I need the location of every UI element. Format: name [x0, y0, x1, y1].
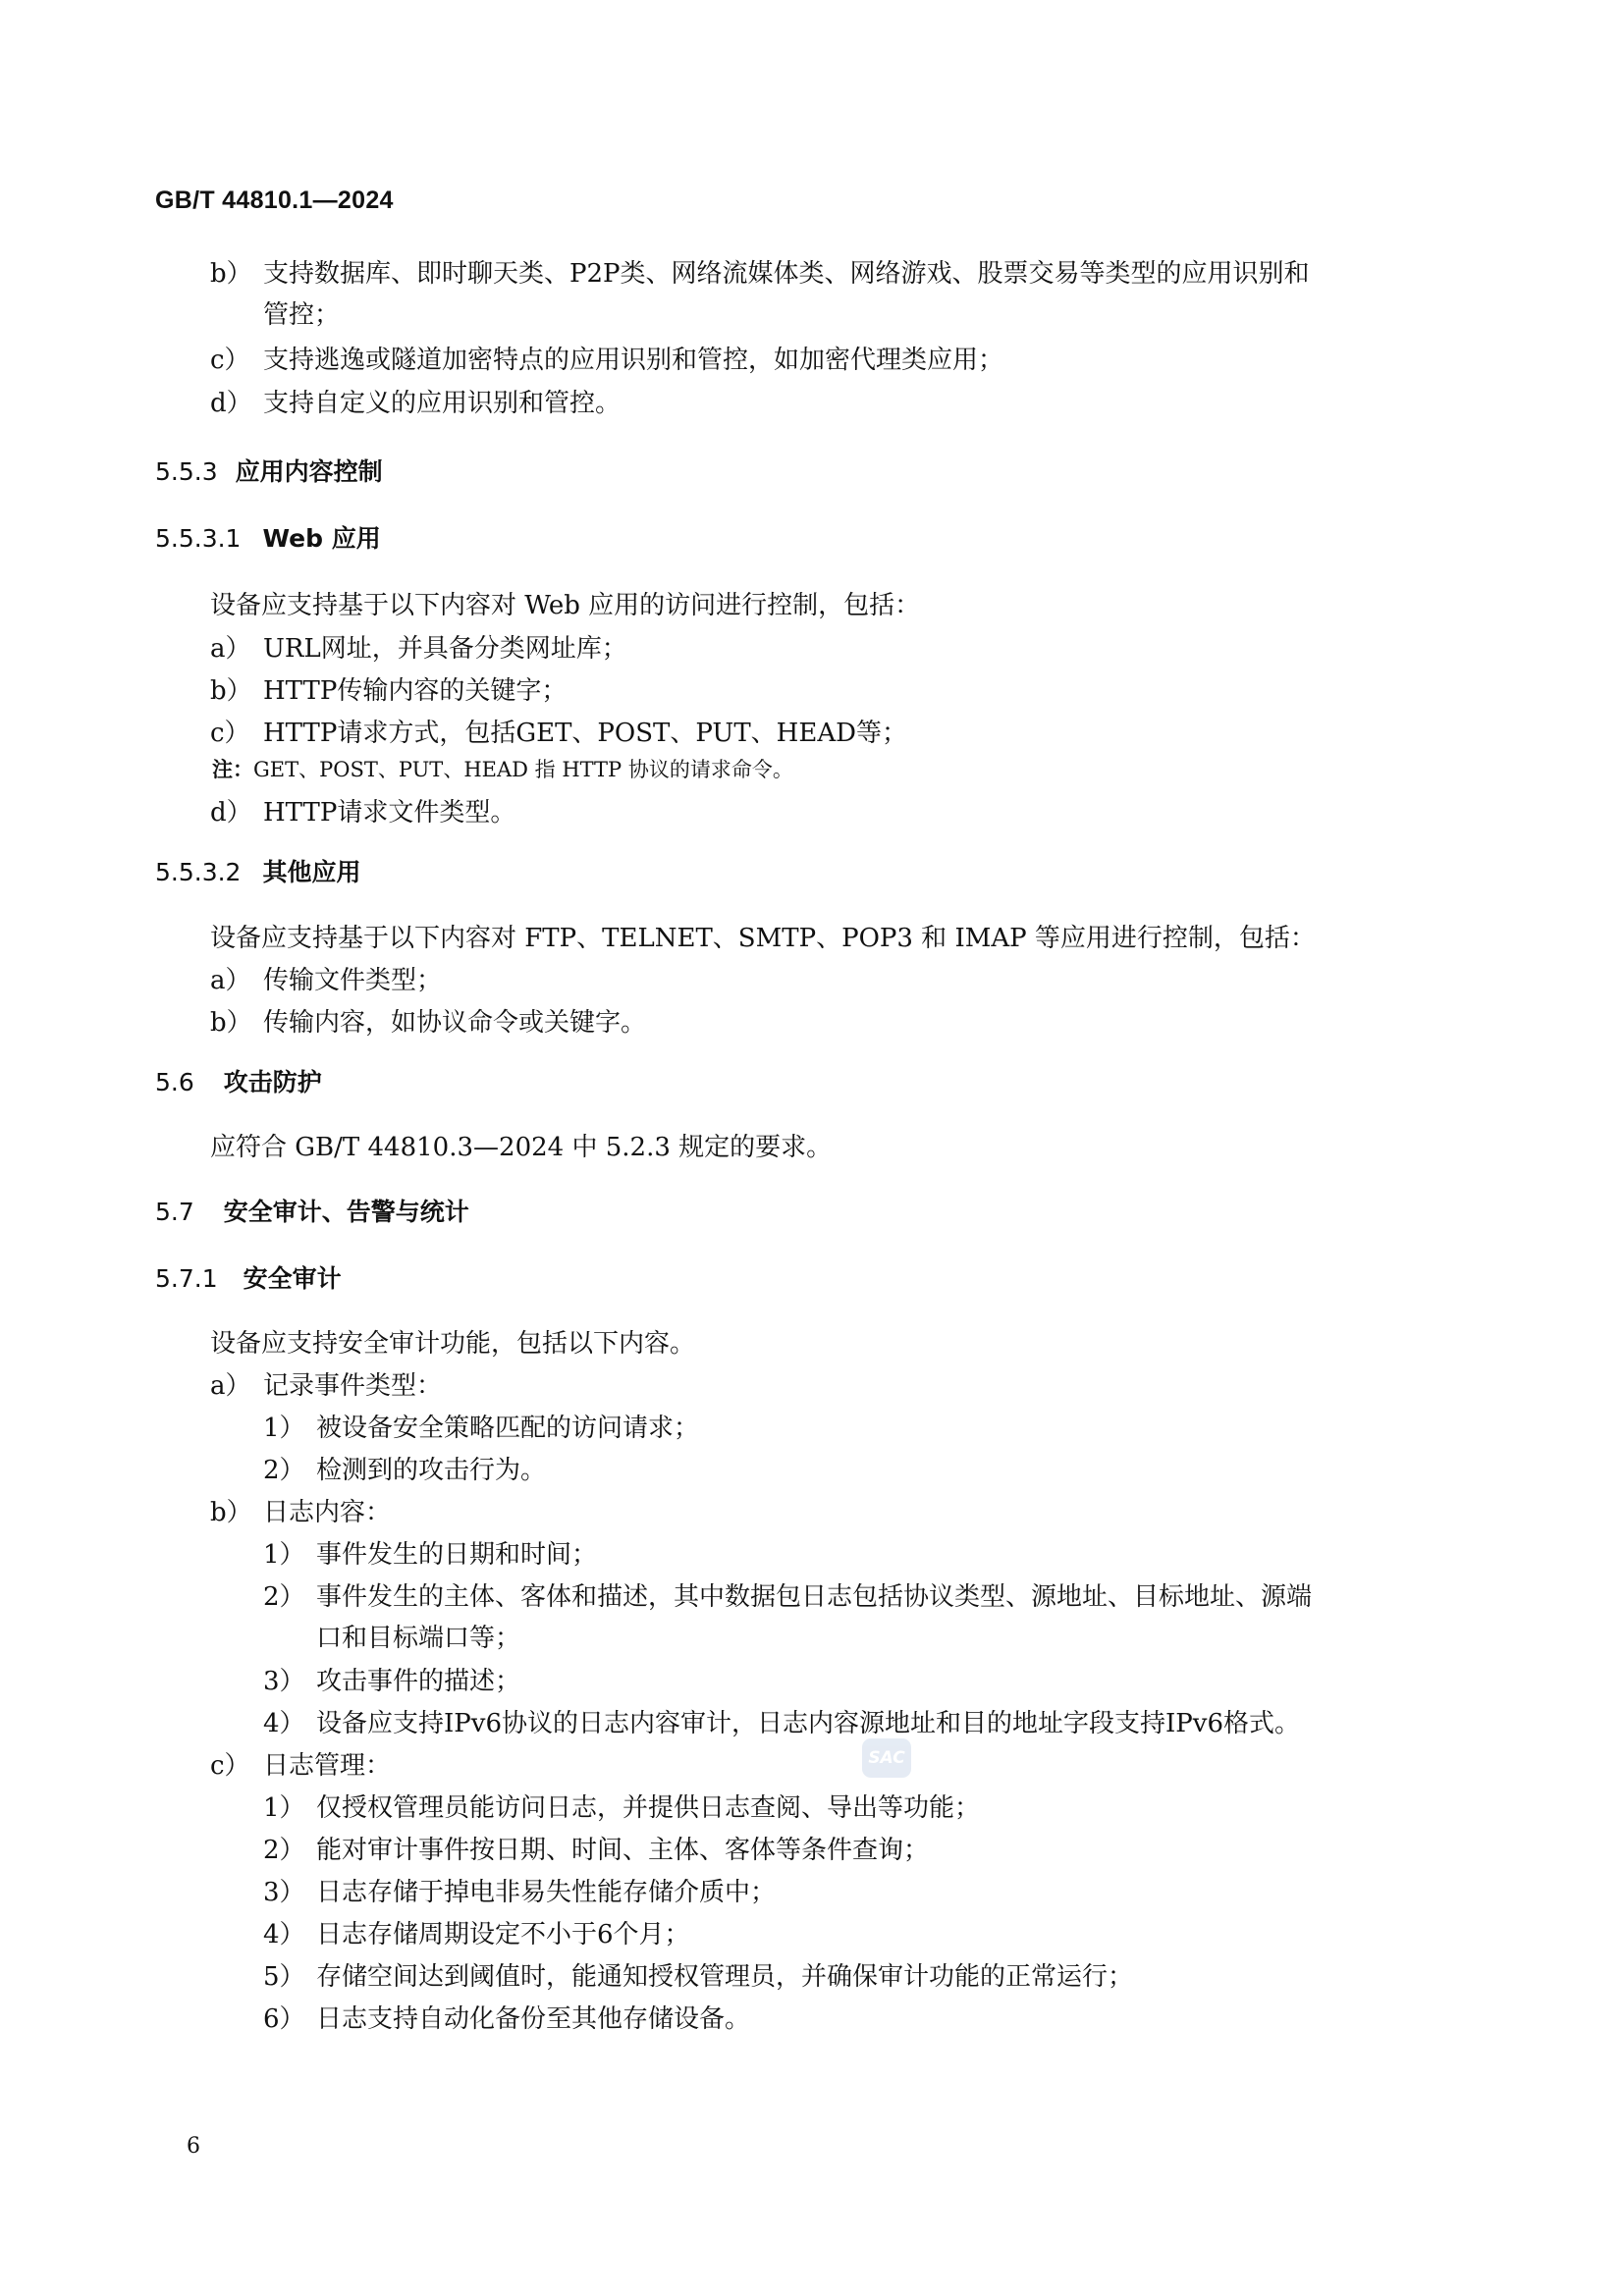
- sub-text: 日志存储周期设定不小于6个月；: [316, 1920, 690, 1949]
- sub-label: 5）: [263, 1962, 305, 1992]
- sub-item: [263, 1919, 690, 1950]
- paragraph-other-intro: 设备应支持基于以下内容对 FTP、TELNET、SMTP、POP3 和 IMAP 等应用进行控制，包括：: [210, 924, 1316, 953]
- sub-label: 3）: [263, 1878, 305, 1907]
- list-item-c: [210, 345, 1003, 376]
- list-text: 支持逃逸或隧道加密特点的应用识别和管控，如加密代理类应用；: [263, 346, 1004, 375]
- section-heading-5-5-3-2: [155, 857, 360, 888]
- list-label: b）: [210, 1008, 252, 1038]
- list-text: 支持数据库、即时聊天类、P2P类、网络流媒体类、网络游戏、股票交易等类型的应用识别和: [263, 259, 1310, 289]
- sub-item: [263, 1708, 1300, 1739]
- sub-item: [263, 1792, 980, 1824]
- list-label: d）: [210, 389, 252, 418]
- section-title: Web 应用: [262, 524, 381, 553]
- list-text: 支持自定义的应用识别和管控。: [263, 389, 622, 418]
- paragraph-audit-intro: 设备应支持安全审计功能，包括以下内容。: [210, 1329, 696, 1359]
- section-number: 5.7: [155, 1198, 194, 1226]
- list-item-b: [210, 1497, 391, 1528]
- list-text: 日志管理：: [263, 1751, 392, 1781]
- sub-item-continuation: 口和目标端口等；: [316, 1624, 521, 1653]
- section-title: 攻击防护: [223, 1068, 322, 1096]
- note-label: 注：: [212, 758, 253, 781]
- sub-item: [263, 1539, 597, 1571]
- page-number: 6: [187, 2134, 200, 2159]
- section-heading-5-7: [155, 1197, 469, 1228]
- list-label: b）: [210, 259, 252, 289]
- section-number: 5.5.3.2: [155, 858, 242, 886]
- sub-item: [263, 1877, 776, 1908]
- section-title: 应用内容控制: [235, 457, 383, 486]
- sub-text: 被设备安全策略匹配的访问请求；: [316, 1414, 700, 1443]
- sub-item: [263, 1455, 546, 1486]
- sub-item: [263, 1413, 699, 1444]
- sub-item: [263, 1835, 929, 1866]
- list-item-a: [210, 965, 442, 996]
- list-item-b: [210, 675, 567, 707]
- section-number: 5.6: [155, 1068, 194, 1096]
- sub-label: 4）: [263, 1709, 305, 1738]
- list-label: c）: [210, 1751, 250, 1781]
- sub-text: 事件发生的主体、客体和描述，其中数据包日志包括协议类型、源地址、目标地址、源端: [316, 1582, 1313, 1612]
- note-text: GET、POST、PUT、HEAD 指 HTTP 协议的请求命令。: [253, 758, 793, 781]
- list-text: 传输内容，如协议命令或关键字。: [263, 1008, 647, 1038]
- list-item-b: [210, 1007, 646, 1039]
- section-number: 5.7.1: [155, 1264, 218, 1293]
- section-number: 5.5.3.1: [155, 524, 242, 553]
- paragraph-attack-protection: 应符合 GB/T 44810.3—2024 中 5.2.3 规定的要求。: [210, 1133, 833, 1162]
- list-item-b: [210, 258, 1310, 290]
- list-label: a）: [210, 966, 251, 995]
- sub-text: 仅授权管理员能访问日志，并提供日志查阅、导出等功能；: [316, 1793, 981, 1823]
- sub-text: 设备应支持IPv6协议的日志内容审计，日志内容源地址和目的地址字段支持IPv6格式。: [316, 1709, 1300, 1738]
- section-title: 安全审计、告警与统计: [223, 1198, 469, 1226]
- sub-text: 日志存储于掉电非易失性能存储介质中；: [316, 1878, 777, 1907]
- list-text: URL网址，并具备分类网址库；: [263, 634, 627, 664]
- sub-text: 日志支持自动化备份至其他存储设备。: [316, 2004, 751, 2034]
- list-item-a: [210, 633, 627, 665]
- list-label: b）: [210, 1498, 252, 1527]
- sub-label: 1）: [263, 1793, 305, 1823]
- sub-label: 3）: [263, 1667, 305, 1696]
- section-heading-5-5-3-1: [155, 523, 381, 555]
- list-text: HTTP传输内容的关键字；: [263, 676, 568, 706]
- document-standard-id: GB/T 44810.1—2024: [155, 187, 394, 214]
- list-item-d: [210, 388, 621, 419]
- list-text: 传输文件类型；: [263, 966, 443, 995]
- list-item-a: [210, 1370, 442, 1402]
- list-label: c）: [210, 719, 250, 748]
- list-label: a）: [210, 1371, 251, 1401]
- sub-text: 事件发生的日期和时间；: [316, 1540, 598, 1570]
- section-heading-5-6: [155, 1067, 322, 1098]
- section-title: 安全审计: [243, 1264, 342, 1293]
- list-label: a）: [210, 634, 251, 664]
- list-item-d: [210, 797, 515, 828]
- sub-item: [263, 1581, 1312, 1613]
- list-text: 记录事件类型：: [263, 1371, 443, 1401]
- sub-text: 检测到的攻击行为。: [316, 1456, 547, 1485]
- list-label: b）: [210, 676, 252, 706]
- section-number: 5.5.3: [155, 457, 218, 486]
- sub-label: 2）: [263, 1456, 305, 1485]
- list-item-c: [210, 1750, 391, 1782]
- sub-text: 存储空间达到阈值时，能通知授权管理员，并确保审计功能的正常运行；: [316, 1962, 1134, 1992]
- list-label: c）: [210, 346, 250, 375]
- list-text: 日志内容：: [263, 1498, 392, 1527]
- section-title: 其他应用: [262, 858, 361, 886]
- sub-label: 1）: [263, 1414, 305, 1443]
- sac-watermark-logo: SAC: [862, 1738, 911, 1778]
- list-text: HTTP请求方式，包括GET、POST、PUT、HEAD等；: [263, 719, 907, 748]
- sub-item: [263, 1666, 520, 1697]
- sub-text: 能对审计事件按日期、时间、主体、客体等条件查询；: [316, 1836, 930, 1865]
- note: [212, 756, 793, 783]
- paragraph-web-intro: 设备应支持基于以下内容对 Web 应用的访问进行控制，包括：: [210, 591, 921, 620]
- sub-label: 2）: [263, 1582, 305, 1612]
- list-label: d）: [210, 798, 252, 828]
- sub-item: [263, 1961, 1133, 1993]
- sub-label: 2）: [263, 1836, 305, 1865]
- list-item-b-continuation: 管控；: [263, 300, 341, 330]
- section-heading-5-7-1: [155, 1263, 342, 1295]
- sub-label: 6）: [263, 2004, 305, 2034]
- sub-label: 4）: [263, 1920, 305, 1949]
- sub-item: [263, 2003, 750, 2035]
- list-item-c: [210, 718, 907, 749]
- section-heading-5-5-3: [155, 456, 383, 488]
- list-text: HTTP请求文件类型。: [263, 798, 516, 828]
- sub-label: 1）: [263, 1540, 305, 1570]
- sub-text: 攻击事件的描述；: [316, 1667, 521, 1696]
